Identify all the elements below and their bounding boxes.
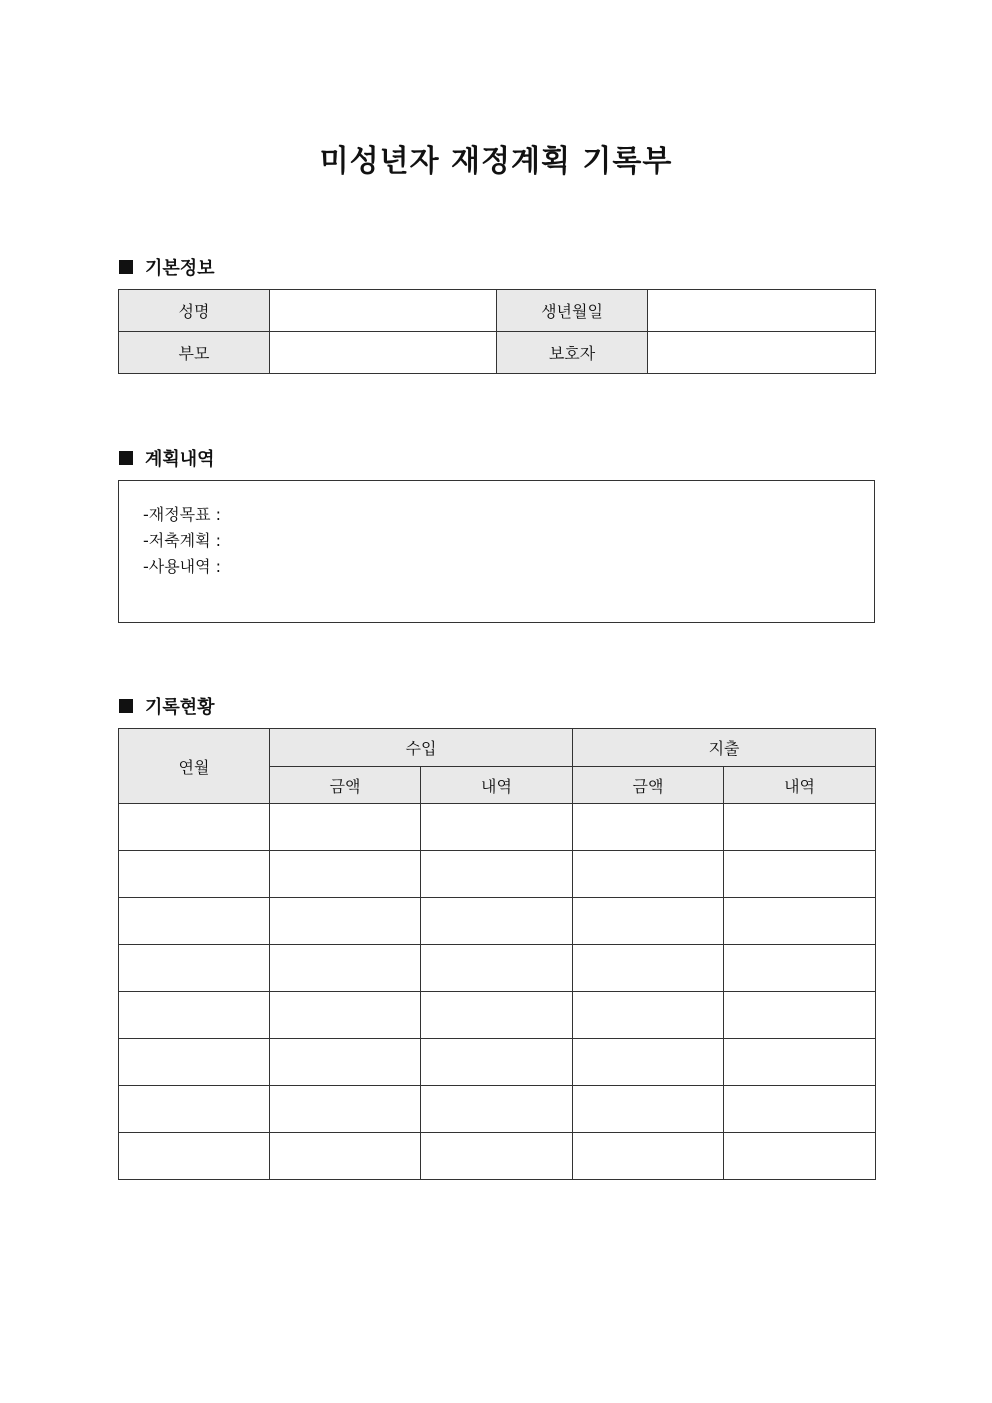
income-amount-cell[interactable] bbox=[270, 992, 421, 1039]
birthdate-label: 생년월일 bbox=[497, 290, 648, 332]
square-bullet-icon bbox=[119, 699, 133, 713]
birthdate-field[interactable] bbox=[648, 290, 876, 332]
expense-amount-cell[interactable] bbox=[573, 1133, 724, 1180]
income-detail-header: 내역 bbox=[421, 767, 573, 804]
guardian-label: 보호자 bbox=[497, 332, 648, 374]
expense-amount-cell[interactable] bbox=[573, 945, 724, 992]
section-heading-label: 기록현황 bbox=[145, 697, 215, 718]
month-cell[interactable] bbox=[119, 898, 270, 945]
table-row bbox=[119, 332, 876, 374]
income-detail-cell[interactable] bbox=[421, 804, 573, 851]
expense-amount-cell[interactable] bbox=[573, 898, 724, 945]
section-heading-label: 기본정보 bbox=[145, 258, 215, 279]
income-amount-cell[interactable] bbox=[270, 804, 421, 851]
month-cell[interactable] bbox=[119, 804, 270, 851]
income-amount-cell[interactable] bbox=[270, 1039, 421, 1086]
expense-detail-cell[interactable] bbox=[724, 804, 876, 851]
table-row bbox=[119, 992, 876, 1039]
income-detail-cell[interactable] bbox=[421, 851, 573, 898]
expense-amount-cell[interactable] bbox=[573, 851, 724, 898]
section-heading-records bbox=[119, 693, 215, 719]
income-amount-header: 금액 bbox=[270, 767, 421, 804]
income-header: 수입 bbox=[270, 729, 573, 767]
month-cell[interactable] bbox=[119, 1039, 270, 1086]
table-row bbox=[119, 851, 876, 898]
income-detail-cell[interactable] bbox=[421, 1039, 573, 1086]
expense-amount-header: 금액 bbox=[573, 767, 724, 804]
month-cell[interactable] bbox=[119, 1133, 270, 1180]
income-amount-cell[interactable] bbox=[270, 1086, 421, 1133]
table-row bbox=[119, 945, 876, 992]
section-heading-label: 계획내역 bbox=[145, 449, 215, 470]
month-cell[interactable] bbox=[119, 945, 270, 992]
month-header: 연월 bbox=[119, 729, 270, 804]
parent-field[interactable] bbox=[270, 332, 497, 374]
expense-detail-cell[interactable] bbox=[724, 1133, 876, 1180]
expense-amount-cell[interactable] bbox=[573, 992, 724, 1039]
page-title: 미성년자 재정계획 기록부 bbox=[319, 144, 673, 179]
section-heading-plan bbox=[119, 445, 215, 471]
financial-goal-line: -재정목표 : bbox=[143, 505, 222, 524]
usage-details-line: -사용내역 : bbox=[143, 557, 222, 576]
table-header-row bbox=[119, 729, 876, 767]
table-row bbox=[119, 1133, 876, 1180]
expense-detail-cell[interactable] bbox=[724, 1086, 876, 1133]
name-field[interactable] bbox=[270, 290, 497, 332]
income-detail-cell[interactable] bbox=[421, 1086, 573, 1133]
income-amount-cell[interactable] bbox=[270, 851, 421, 898]
table-row bbox=[119, 1086, 876, 1133]
records-table bbox=[118, 728, 876, 1180]
parent-label: 부모 bbox=[119, 332, 270, 374]
income-detail-cell[interactable] bbox=[421, 945, 573, 992]
expense-amount-cell[interactable] bbox=[573, 1039, 724, 1086]
month-cell[interactable] bbox=[119, 992, 270, 1039]
guardian-field[interactable] bbox=[648, 332, 876, 374]
expense-detail-cell[interactable] bbox=[724, 851, 876, 898]
expense-amount-cell[interactable] bbox=[573, 804, 724, 851]
expense-detail-cell[interactable] bbox=[724, 992, 876, 1039]
income-amount-cell[interactable] bbox=[270, 1133, 421, 1180]
basic-info-table bbox=[118, 289, 876, 374]
table-row bbox=[119, 1039, 876, 1086]
savings-plan-line: -저축계획 : bbox=[143, 531, 222, 550]
square-bullet-icon bbox=[119, 451, 133, 465]
table-row bbox=[119, 290, 876, 332]
section-heading-basic-info bbox=[119, 254, 215, 280]
income-amount-cell[interactable] bbox=[270, 945, 421, 992]
table-row bbox=[119, 804, 876, 851]
plan-box[interactable] bbox=[118, 480, 875, 623]
expense-amount-cell[interactable] bbox=[573, 1086, 724, 1133]
expense-detail-cell[interactable] bbox=[724, 898, 876, 945]
income-detail-cell[interactable] bbox=[421, 992, 573, 1039]
income-detail-cell[interactable] bbox=[421, 1133, 573, 1180]
month-cell[interactable] bbox=[119, 1086, 270, 1133]
expense-detail-cell[interactable] bbox=[724, 945, 876, 992]
table-row bbox=[119, 898, 876, 945]
square-bullet-icon bbox=[119, 260, 133, 274]
month-cell[interactable] bbox=[119, 851, 270, 898]
income-detail-cell[interactable] bbox=[421, 898, 573, 945]
expense-detail-cell[interactable] bbox=[724, 1039, 876, 1086]
income-amount-cell[interactable] bbox=[270, 898, 421, 945]
expense-header: 지출 bbox=[573, 729, 876, 767]
expense-detail-header: 내역 bbox=[724, 767, 876, 804]
name-label: 성명 bbox=[119, 290, 270, 332]
